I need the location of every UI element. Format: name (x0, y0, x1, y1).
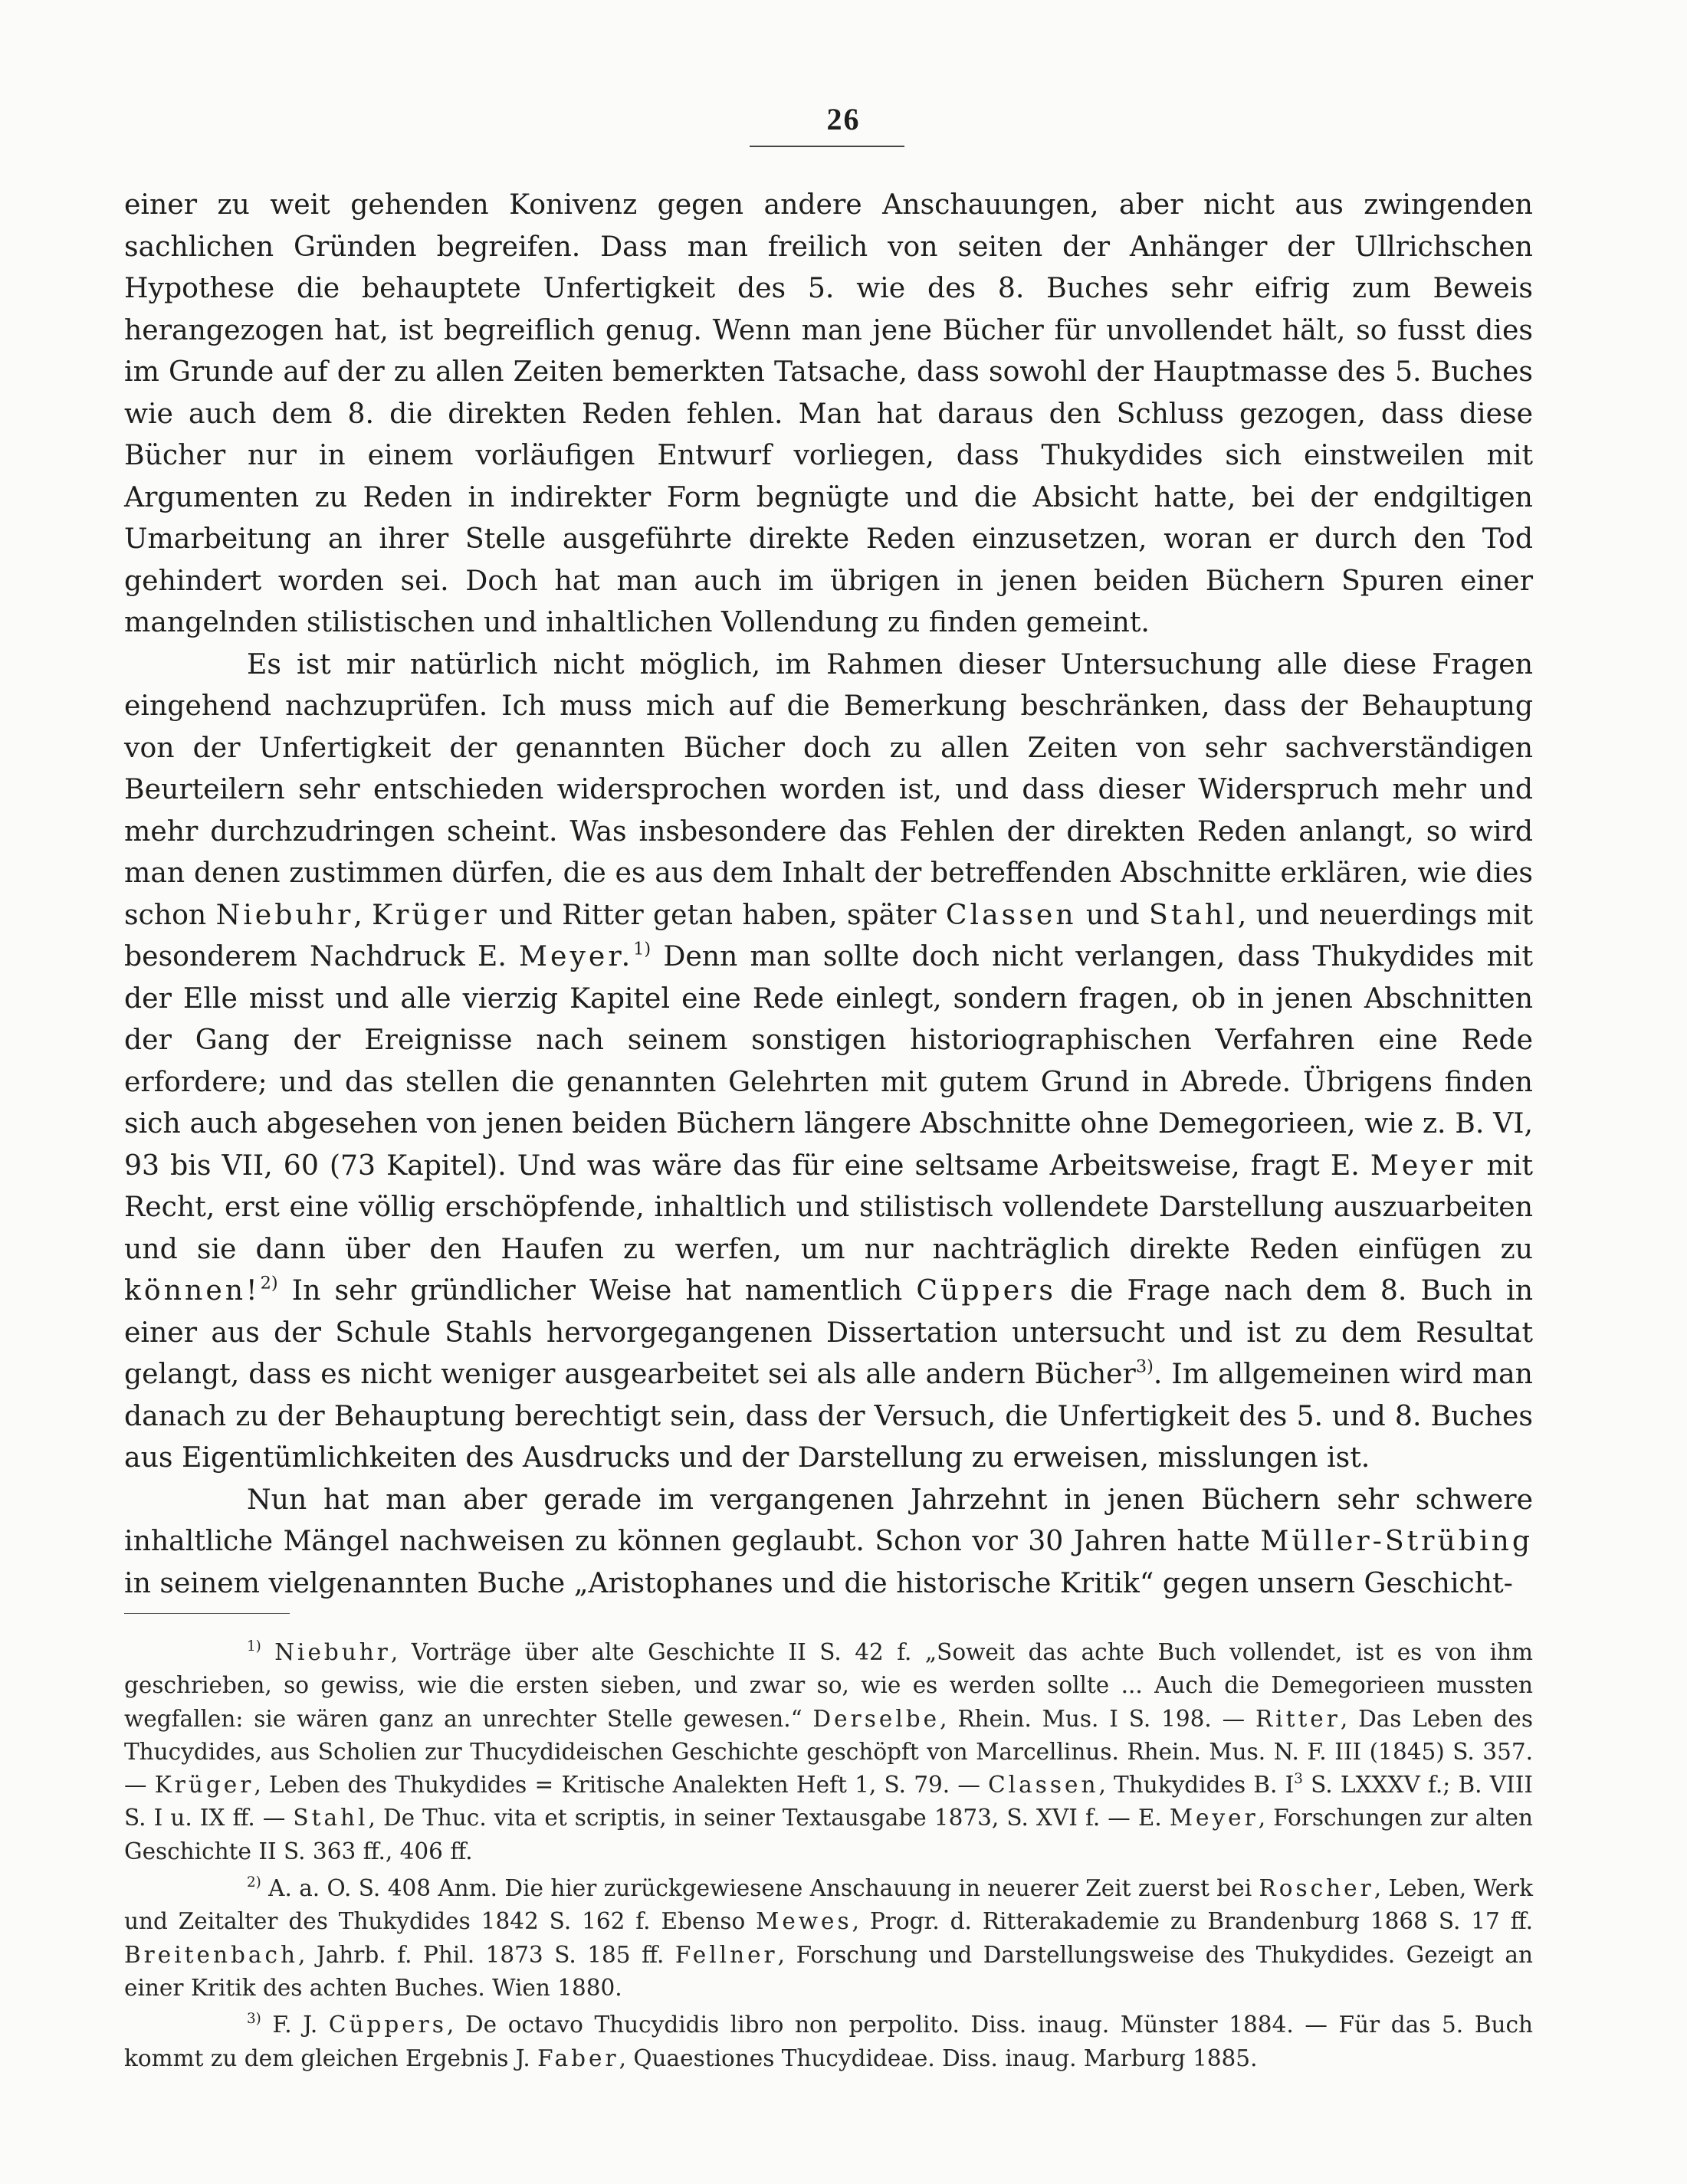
text-span: , De octavo Thucydidis libro non perpolito. Diss. inaug. Münster 1884. — Für das 5. Buch kommt zu dem gleichen Ergebnis J. (124, 2012, 1533, 2071)
page-number-rule (750, 146, 904, 147)
text-span: Denn man sollte doch nicht verlangen, dass Thukydides mit der Elle misst und alle vierzig Kapitel eine Rede einlegt, sondern fragen, ob in jenen Abschnitten der Gang der Ereignisse nach seinem sonstigen historiographischen Verfahren eine Rede erfordere; und das stellen die genannten Gelehrten mit gutem Grund in Abrede. Übrigens finden sich auch abgesehen von jenen beiden Büchern längere Abschnitte ohne Demegorieen, wie z. B. VI, 93 bis VII, 60 (73 Kapitel). Und was wäre das für eine seltsame Arbeitsweise, fragt E. (124, 940, 1533, 1182)
footnote-ref-3[interactable]: 3) (1135, 1356, 1154, 1377)
author-name: Classen (988, 1772, 1099, 1799)
text-span: , Leben, Werk und Zeitalter des Thukydides 1842 S. 162 f. Ebenso (124, 1875, 1534, 1935)
text-span (261, 1639, 274, 1665)
text-span: mit Recht, erst eine völlig erschöpfende, inhaltlich und stilistisch vollendete Darstellung auszuarbeiten und sie dann über den Haufen zu werfen, um nur nachträglich direkte Reden einfügen zu (124, 1148, 1533, 1265)
author-name: Classen (945, 897, 1077, 931)
superscript: 3 (1294, 1771, 1303, 1788)
text-span: , Vorträge über alte Geschichte II S. 42 f. „Soweit das achte Buch vollendet, ist es von ihm geschrieben, so gewiss, wie die ersten sieben, und zwar so, wie es werden sollte ... Auch die Demegorieen mussten wegfallen: sie wären ganz an unrechter Stelle gewesen.“ (124, 1639, 1533, 1732)
paragraph-1: einer zu weit gehenden Konivenz gegen andere Anschauungen, aber nicht aus zwingenden sachlichen Gründen begreifen. Dass man freilich von seiten der Anhänger der Ullrichschen Hypothese die behauptete Unfertigkeit des 5. wie des 8. Buches sehr eifrig zum Beweis herangezogen hat, ist begreiflich genug. Wenn man jene Bücher für unvollendet hält, so fusst dies im Grunde auf der zu allen Zeiten bemerkten Tatsache, dass sowohl der Hauptmasse des 5. Buches wie auch dem 8. die direkten Reden fehlen. Man hat daraus den Schluss gezogen, dass diese Bücher nur in einem vorläufigen Entwurf vorliegen, dass Thukydides sich einstweilen mit Argumenten zu Reden in indirekter Form begnügte und die Absicht hatte, bei der endgiltigen Umarbeitung an ihrer Stelle ausgeführte direkte Reden einzusetzen, woran er durch den Tod gehindert worden sei. Doch hat man auch im übrigen in jenen beiden Büchern Spuren einer mangelnden stilistischen und inhaltlichen Vollendung zu finden gemeint. (124, 188, 1533, 638)
page-number: 26 (826, 102, 861, 136)
author-name: Faber (537, 2045, 619, 2071)
text-span: , Jahrb. f. Phil. 1873 S. 185 ff. (297, 1941, 675, 1968)
emphasis-text: können! (124, 1274, 261, 1307)
text-span: F. J. (261, 2012, 329, 2038)
text-span: , Leben des Thukydides = Kritische Analekten Heft 1, S. 79. — (254, 1772, 989, 1799)
footnotes (124, 1636, 1533, 2079)
author-name: Krüger (372, 897, 490, 931)
text-span: In sehr gründlicher Weise hat namentlich (277, 1274, 917, 1307)
author-name: Niebuhr (274, 1639, 391, 1665)
footnote-mark: 3) (247, 2011, 261, 2028)
author-name: Meyer (1169, 1805, 1259, 1831)
author-name: Breitenbach (124, 1941, 298, 1968)
text-span: , Forschungen zur alten Geschichte II S. 363 ff., 406 ff. (124, 1805, 1533, 1864)
text-span: , und neuerdings mit besonderem Nachdruck E. (124, 897, 1533, 972)
paragraph-2 (124, 644, 1533, 1479)
author-name: Derselbe (812, 1705, 940, 1732)
footnote-separator (124, 1613, 290, 1614)
text-span: in seinem vielgenannten Buche „Aristophanes und die historische Kritik“ gegen unsern Geschicht- (124, 1566, 1513, 1599)
text-span: , Thukydides B. I (1098, 1772, 1295, 1799)
author-name: Fellner (674, 1941, 778, 1968)
footnote-mark: 1) (247, 1638, 261, 1655)
text-span: , Das Leben des Thucydides, aus Scholien zur Thucydideischen Geschichte geschöpft von Marcellinus. Rhein. Mus. N. F. III (1845) S. 357. — (124, 1705, 1533, 1799)
author-name: Stahl (293, 1805, 369, 1831)
text-span: . Im allgemeinen wird man danach zu der Behauptung berechtigt sein, dass der Versuch, die Unfertigkeit des 5. und 8. Buches aus Eigentümlichkeiten des Ausdrucks und der Darstellung zu erweisen, misslungen ist. (124, 1357, 1533, 1474)
author-name: Roscher (1259, 1875, 1374, 1902)
text-span: A. a. O. S. 408 Anm. Die hier zurückgewiesene Anschauung in neuerer Zeit zuerst bei (261, 1875, 1259, 1902)
text-span: S. LXXXV f.; B. VIII S. I u. IX ff. — (124, 1772, 1534, 1831)
footnote-1 (124, 1636, 1533, 1868)
footnote-2 (124, 1872, 1533, 2005)
author-name: Cüppers (916, 1274, 1056, 1307)
author-name: Müller-Strübing (1260, 1524, 1533, 1557)
footnote-ref-2[interactable]: 2) (260, 1273, 278, 1294)
text-span: , Rhein. Mus. I S. 198. — (940, 1705, 1255, 1732)
text-span: , Forschung und Darstellungsweise des Thukydides. Gezeigt an einer Kritik des achten Buches. Wien 1880. (124, 1941, 1533, 2001)
author-name: Mewes (756, 1908, 852, 1935)
text-span: , Progr. d. Ritterakademie zu Brandenburg 1868 S. 17 ff. (852, 1908, 1533, 1935)
main-text (124, 184, 1533, 1604)
author-name: Ritter (1255, 1705, 1341, 1732)
author-name: Krüger (154, 1772, 254, 1799)
author-name: Niebuhr (215, 897, 354, 931)
text-span: und Ritter getan haben, später (489, 897, 946, 931)
author-name: Meyer. (518, 940, 634, 972)
text-span: , Quaestiones Thucydideae. Diss. inaug. Marburg 1885. (619, 2045, 1258, 2071)
text-span: die Frage nach dem 8. Buch in einer aus der Schule Stahls hervorgegangenen Dissertation untersucht und ist zu dem Resultat gelangt, dass es nicht weniger ausgearbeitet sei als alle andern Bücher (124, 1274, 1533, 1390)
footnote-mark: 2) (247, 1874, 261, 1891)
text-span: Es ist mir natürlich nicht möglich, im Rahmen dieser Untersuchung alle diese Fragen eingehend nachzuprüfen. Ich muss mich auf die Bemerkung beschränken, dass der Behauptung von der Unfertigkeit der genannten Bücher doch zu allen Zeiten von sehr sachverständigen Beurteilern sehr entschieden widersprochen worden ist, und dass dieser Widerspruch mehr und mehr durchzudringen scheint. Was insbesondere das Fehlen der direkten Reden anlangt, so wird man denen zustimmen dürfen, die es aus dem Inhalt der betreffenden Abschnitte erklären, wie dies schon (124, 647, 1533, 931)
footnote-3 (124, 2009, 1533, 2075)
paragraph-3 (124, 1479, 1533, 1605)
text-span: Nun hat man aber gerade im vergangenen Jahrzehnt in jenen Büchern sehr schwere inhaltliche Mängel nachweisen zu können geglaubt. Schon vor 30 Jahren hatte (124, 1482, 1533, 1557)
text-span: , De Thuc. vita et scriptis, in seiner Textausgabe 1873, S. XVI f. — E. (368, 1805, 1170, 1831)
author-name: Meyer (1370, 1148, 1476, 1182)
author-name: Cüppers (328, 2012, 447, 2038)
author-name: Stahl (1148, 897, 1238, 931)
text-span: , (353, 897, 373, 931)
footnote-ref-1[interactable]: 1) (633, 939, 651, 959)
text-span: und (1076, 897, 1149, 931)
